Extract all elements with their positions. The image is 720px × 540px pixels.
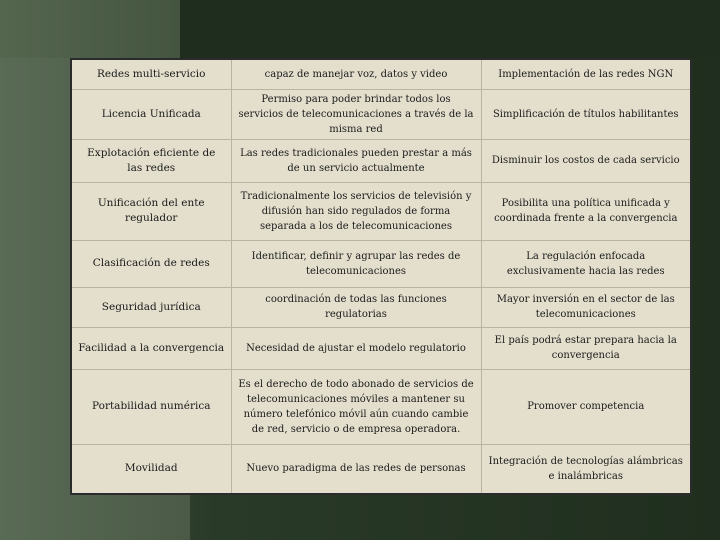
table-row [71, 327, 691, 369]
benefit-cell: Simplificación de títulos habilitantes [481, 89, 691, 139]
description-cell: Es el derecho de todo abonado de servicios de telecomunicaciones móviles a mantener su número telefónico móvil aún cuando cambie de red, servicio o de empresa operadora. [231, 369, 481, 444]
concept-cell: Portabilidad numérica [71, 369, 231, 444]
benefit-cell: Implementación de las redes NGN [481, 59, 691, 89]
benefit-cell: El país podrá estar prepara hacia la convergencia [481, 327, 691, 369]
description-cell: Nuevo paradigma de las redes de personas [231, 444, 481, 494]
table-row [71, 369, 691, 444]
table-row [71, 59, 691, 89]
concept-cell: Clasificación de redes [71, 240, 231, 287]
description-cell: Permiso para poder brindar todos los servicios de telecomunicaciones a través de la misma red [231, 89, 481, 139]
concept-cell: Redes multi-servicio [71, 59, 231, 89]
concept-cell: Facilidad a la convergencia [71, 327, 231, 369]
benefit-cell: La regulación enfocada exclusivamente hacia las redes [481, 240, 691, 287]
table-row [71, 182, 691, 240]
benefit-cell: Promover competencia [481, 369, 691, 444]
concept-cell: Licencia Unificada [71, 89, 231, 139]
table-row [71, 287, 691, 327]
description-cell: coordinación de todas las funciones regulatorias [231, 287, 481, 327]
table-row [71, 240, 691, 287]
background-top-right-band [180, 0, 720, 58]
table-row [71, 139, 691, 182]
benefit-cell: Posibilita una política unificada y coordinada frente a la convergencia [481, 182, 691, 240]
description-cell: Necesidad de ajustar el modelo regulatorio [231, 327, 481, 369]
benefit-cell: Integración de tecnologías alámbricas e inalámbricas [481, 444, 691, 494]
benefit-cell: Mayor inversión en el sector de las telecomunicaciones [481, 287, 691, 327]
description-cell: Identificar, definir y agrupar las redes de telecomunicaciones [231, 240, 481, 287]
description-cell: Tradicionalmente los servicios de televisión y difusión han sido regulados de forma separada a los de telecomunicaciones [231, 182, 481, 240]
description-cell: Las redes tradicionales pueden prestar a más de un servicio actualmente [231, 139, 481, 182]
concept-cell: Explotación eficiente de las redes [71, 139, 231, 182]
convergence-table [70, 58, 692, 495]
table-row [71, 444, 691, 494]
concept-cell: Seguridad jurídica [71, 287, 231, 327]
benefit-cell: Disminuir los costos de cada servicio [481, 139, 691, 182]
table-row [71, 89, 691, 139]
concept-cell: Movilidad [71, 444, 231, 494]
description-cell: capaz de manejar voz, datos y video [231, 59, 481, 89]
concept-cell: Unificación del ente regulador [71, 182, 231, 240]
